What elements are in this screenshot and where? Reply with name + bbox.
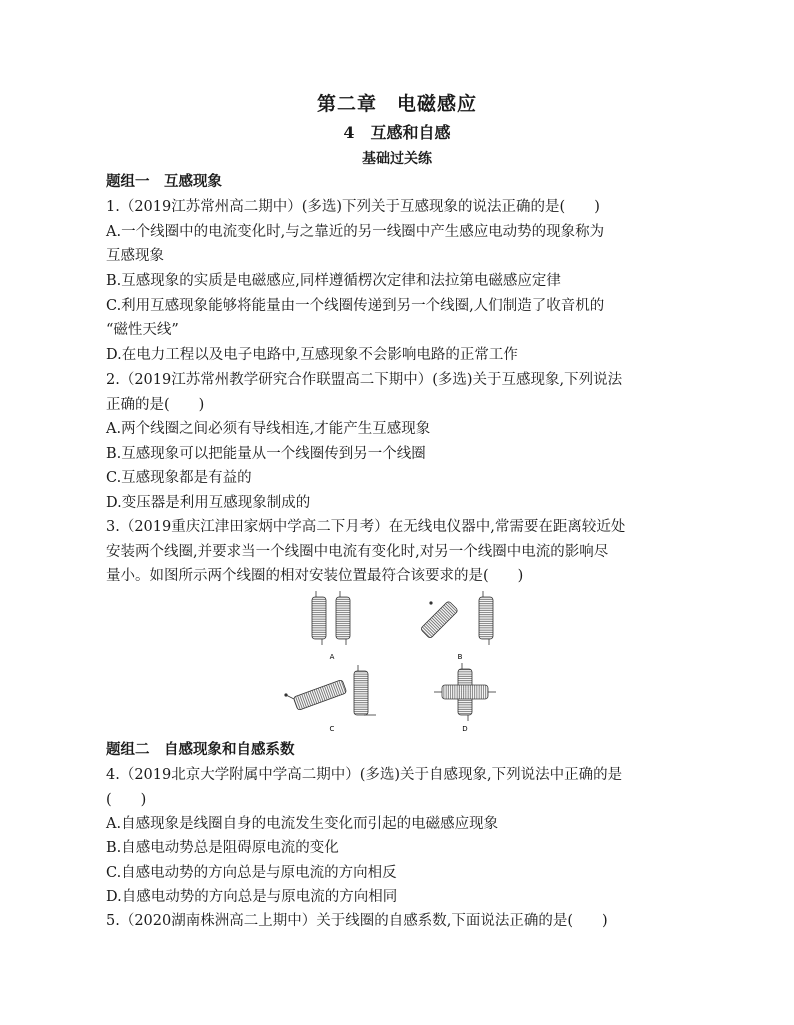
question-line: A.两个线圈之间必须有导线相连,才能产生互感现象 bbox=[106, 421, 431, 437]
question-line: 互感现象 bbox=[106, 248, 164, 264]
coil-option-d bbox=[434, 663, 496, 733]
coil-option-b bbox=[420, 591, 493, 661]
question-line: 量小。如图所示两个线圈的相对安装位置最符合该要求的是( ) bbox=[106, 568, 524, 584]
group-heading-2: 题组二 自感现象和自感系数 bbox=[106, 741, 295, 758]
question-line: B.互感现象的实质是电磁感应,同样遵循楞次定律和法拉第电磁感应定律 bbox=[106, 273, 561, 289]
question-line: 安装两个线圈,并要求当一个线圈中电流有变化时,对另一个线圈中电流的影响尽 bbox=[106, 544, 609, 560]
question-line: 1.（2019江苏常州高二期中）(多选)下列关于互感现象的说法正确的是( ) bbox=[106, 199, 600, 215]
subtitle: 基础过关练 bbox=[362, 151, 432, 167]
question-line: C.利用互感现象能够将能量由一个线圈传递到另一个线圈,人们制造了收音机的 bbox=[106, 298, 605, 314]
question-line: D.自感电动势的方向总是与原电流的方向相同 bbox=[106, 889, 398, 905]
question-line: B.自感电动势总是阻碍原电流的变化 bbox=[106, 840, 339, 856]
section-title: 4 互感和自感 bbox=[343, 123, 451, 142]
question-line: 5.（2020湖南株洲高二上期中）关于线圈的自感系数,下面说法正确的是( ) bbox=[106, 913, 608, 929]
coil-figure bbox=[280, 585, 520, 735]
question-line: 正确的是( ) bbox=[106, 397, 205, 413]
question-line: 4.（2019北京大学附属中学高二期中）(多选)关于自感现象,下列说法中正确的是 bbox=[106, 767, 623, 783]
question-line: C.自感电动势的方向总是与原电流的方向相反 bbox=[106, 865, 397, 881]
chapter-title: 第二章 电磁感应 bbox=[316, 93, 477, 115]
question-line: C.互感现象都是有益的 bbox=[106, 470, 252, 486]
question-line: D.在电力工程以及电子电路中,互感现象不会影响电路的正常工作 bbox=[106, 347, 518, 363]
question-line: 3.（2019重庆江津田家炳中学高二下月考）在无线电仪器中,常需要在距离较近处 bbox=[106, 519, 626, 535]
question-line: “磁性天线” bbox=[106, 322, 179, 338]
label-b: B bbox=[457, 653, 463, 661]
question-line: A.自感现象是线圈自身的电流发生变化而引起的电磁感应现象 bbox=[106, 816, 499, 832]
group-heading-1: 题组一 互感现象 bbox=[106, 173, 222, 190]
question-line: ( ) bbox=[106, 792, 147, 808]
question-line: B.互感现象可以把能量从一个线圈传到另一个线圈 bbox=[106, 446, 426, 462]
label-a: A bbox=[329, 653, 335, 661]
label-d: D bbox=[462, 725, 468, 733]
question-line: A.一个线圈中的电流变化时,与之靠近的另一线圈中产生感应电动势的现象称为 bbox=[106, 224, 605, 240]
question-line: 2.（2019江苏常州教学研究合作联盟高二下期中）(多选)关于互感现象,下列说法 bbox=[106, 372, 623, 388]
label-c: C bbox=[329, 725, 335, 733]
question-line: D.变压器是利用互感现象制成的 bbox=[106, 495, 311, 511]
coil-option-a bbox=[312, 591, 350, 661]
coil-option-c bbox=[284, 665, 376, 733]
